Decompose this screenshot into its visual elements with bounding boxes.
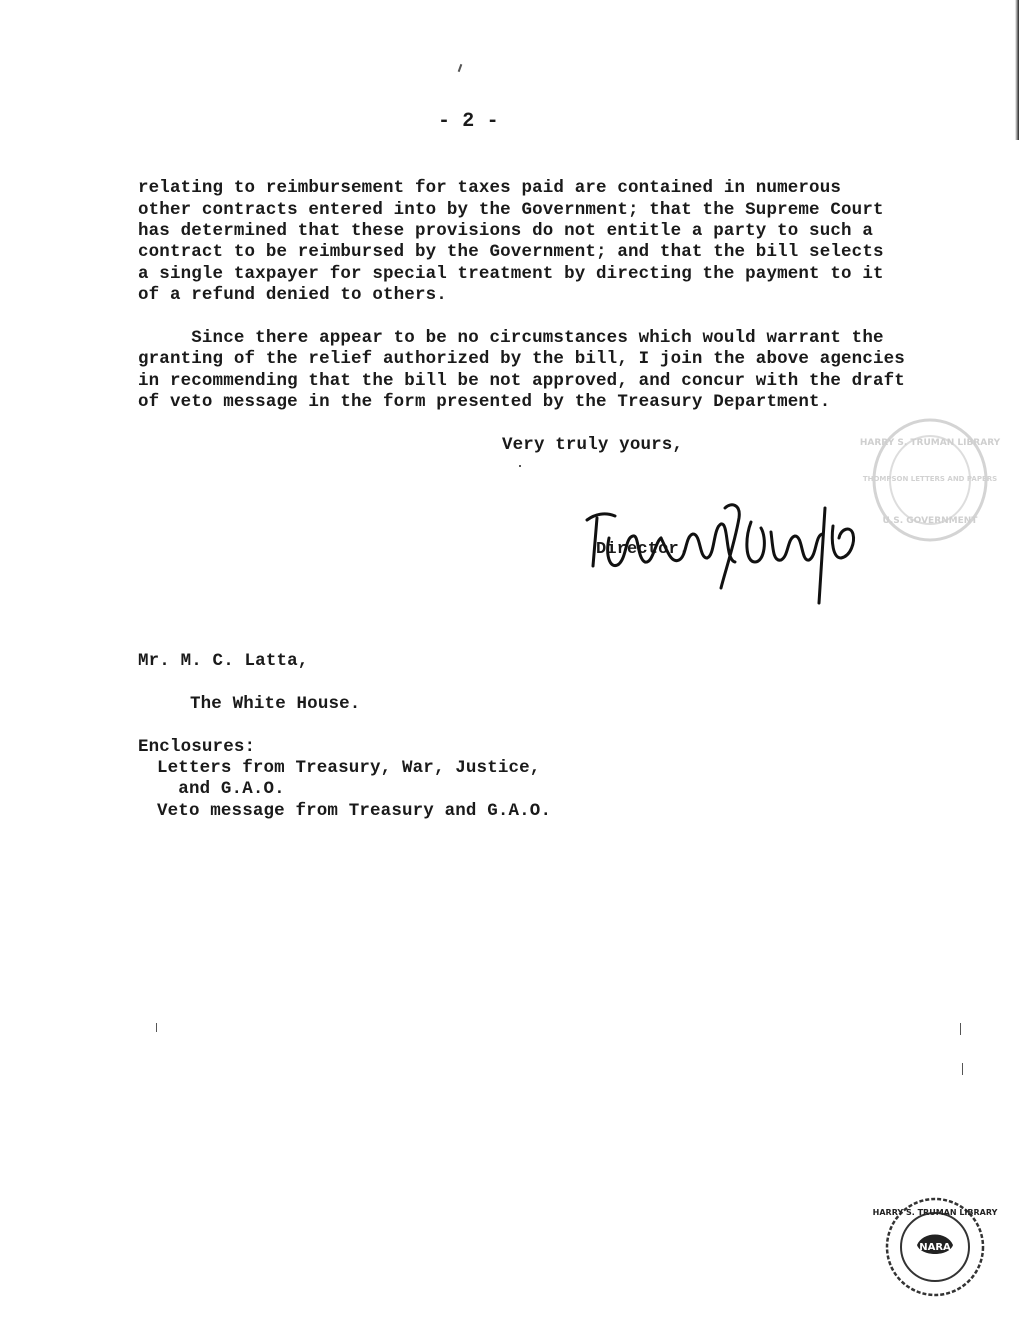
paper-speck — [156, 1023, 157, 1032]
paragraph1-line-6: of a refund denied to others. — [138, 285, 447, 305]
paragraph2-line-3: in recommending that the bill be not approved, and concur with the draft — [138, 371, 905, 391]
paragraph1-line-3: has determined that these provisions do not entitle a party to such a — [138, 221, 873, 241]
paragraph2-line-2: granting of the relief authorized by the bill, I join the above agencies — [138, 349, 905, 369]
closing-salutation: Very truly yours, — [502, 435, 684, 455]
seal-ring-text: HARRY S. TRUMAN LIBRARY — [872, 1208, 998, 1217]
nara-seal-stamp — [872, 1195, 998, 1300]
paper-speck — [960, 1023, 961, 1035]
enclosure-item: Veto message from Treasury and G.A.O. — [157, 801, 552, 821]
paragraph1-line-2: other contracts entered into by the Government; that the Supreme Court — [138, 200, 884, 220]
signature-title: Director. — [596, 540, 690, 559]
paper-speck — [519, 465, 521, 467]
paragraph2-line-1: Since there appear to be no circumstances which would warrant the — [138, 328, 884, 348]
recipient-place: The White House. — [190, 694, 361, 714]
enclosures-heading: Enclosures: — [138, 737, 256, 757]
library-emboss-stamp — [859, 415, 1001, 545]
paragraph1-line-5: a single taxpayer for special treatment by directing the payment to it — [138, 264, 884, 284]
paper-speck — [962, 1063, 963, 1075]
page-number: - 2 - — [438, 110, 499, 133]
stamp-center-text: THOMPSON LETTERS AND PAPERS — [862, 475, 998, 483]
enclosure-item: Letters from Treasury, War, Justice, — [157, 758, 541, 778]
paragraph1-line-1: relating to reimbursement for taxes paid are contained in numerous — [138, 178, 842, 198]
page-edge-shadow — [1015, 0, 1019, 140]
paper-speck — [458, 64, 463, 72]
stamp-bottom-text: U.S. GOVERNMENT — [882, 516, 978, 526]
recipient-name: Mr. M. C. Latta, — [138, 651, 309, 671]
stamp-ring-text: HARRY S. TRUMAN LIBRARY — [859, 438, 1001, 448]
paragraph1-line-4: contract to be reimbursed by the Government; and that the bill selects — [138, 242, 884, 262]
seal-center-text: NARA — [919, 1242, 951, 1253]
enclosure-item: and G.A.O. — [157, 779, 285, 799]
handwritten-signature — [575, 478, 865, 608]
paragraph2-line-4: of veto message in the form presented by the Treasury Department. — [138, 392, 831, 412]
